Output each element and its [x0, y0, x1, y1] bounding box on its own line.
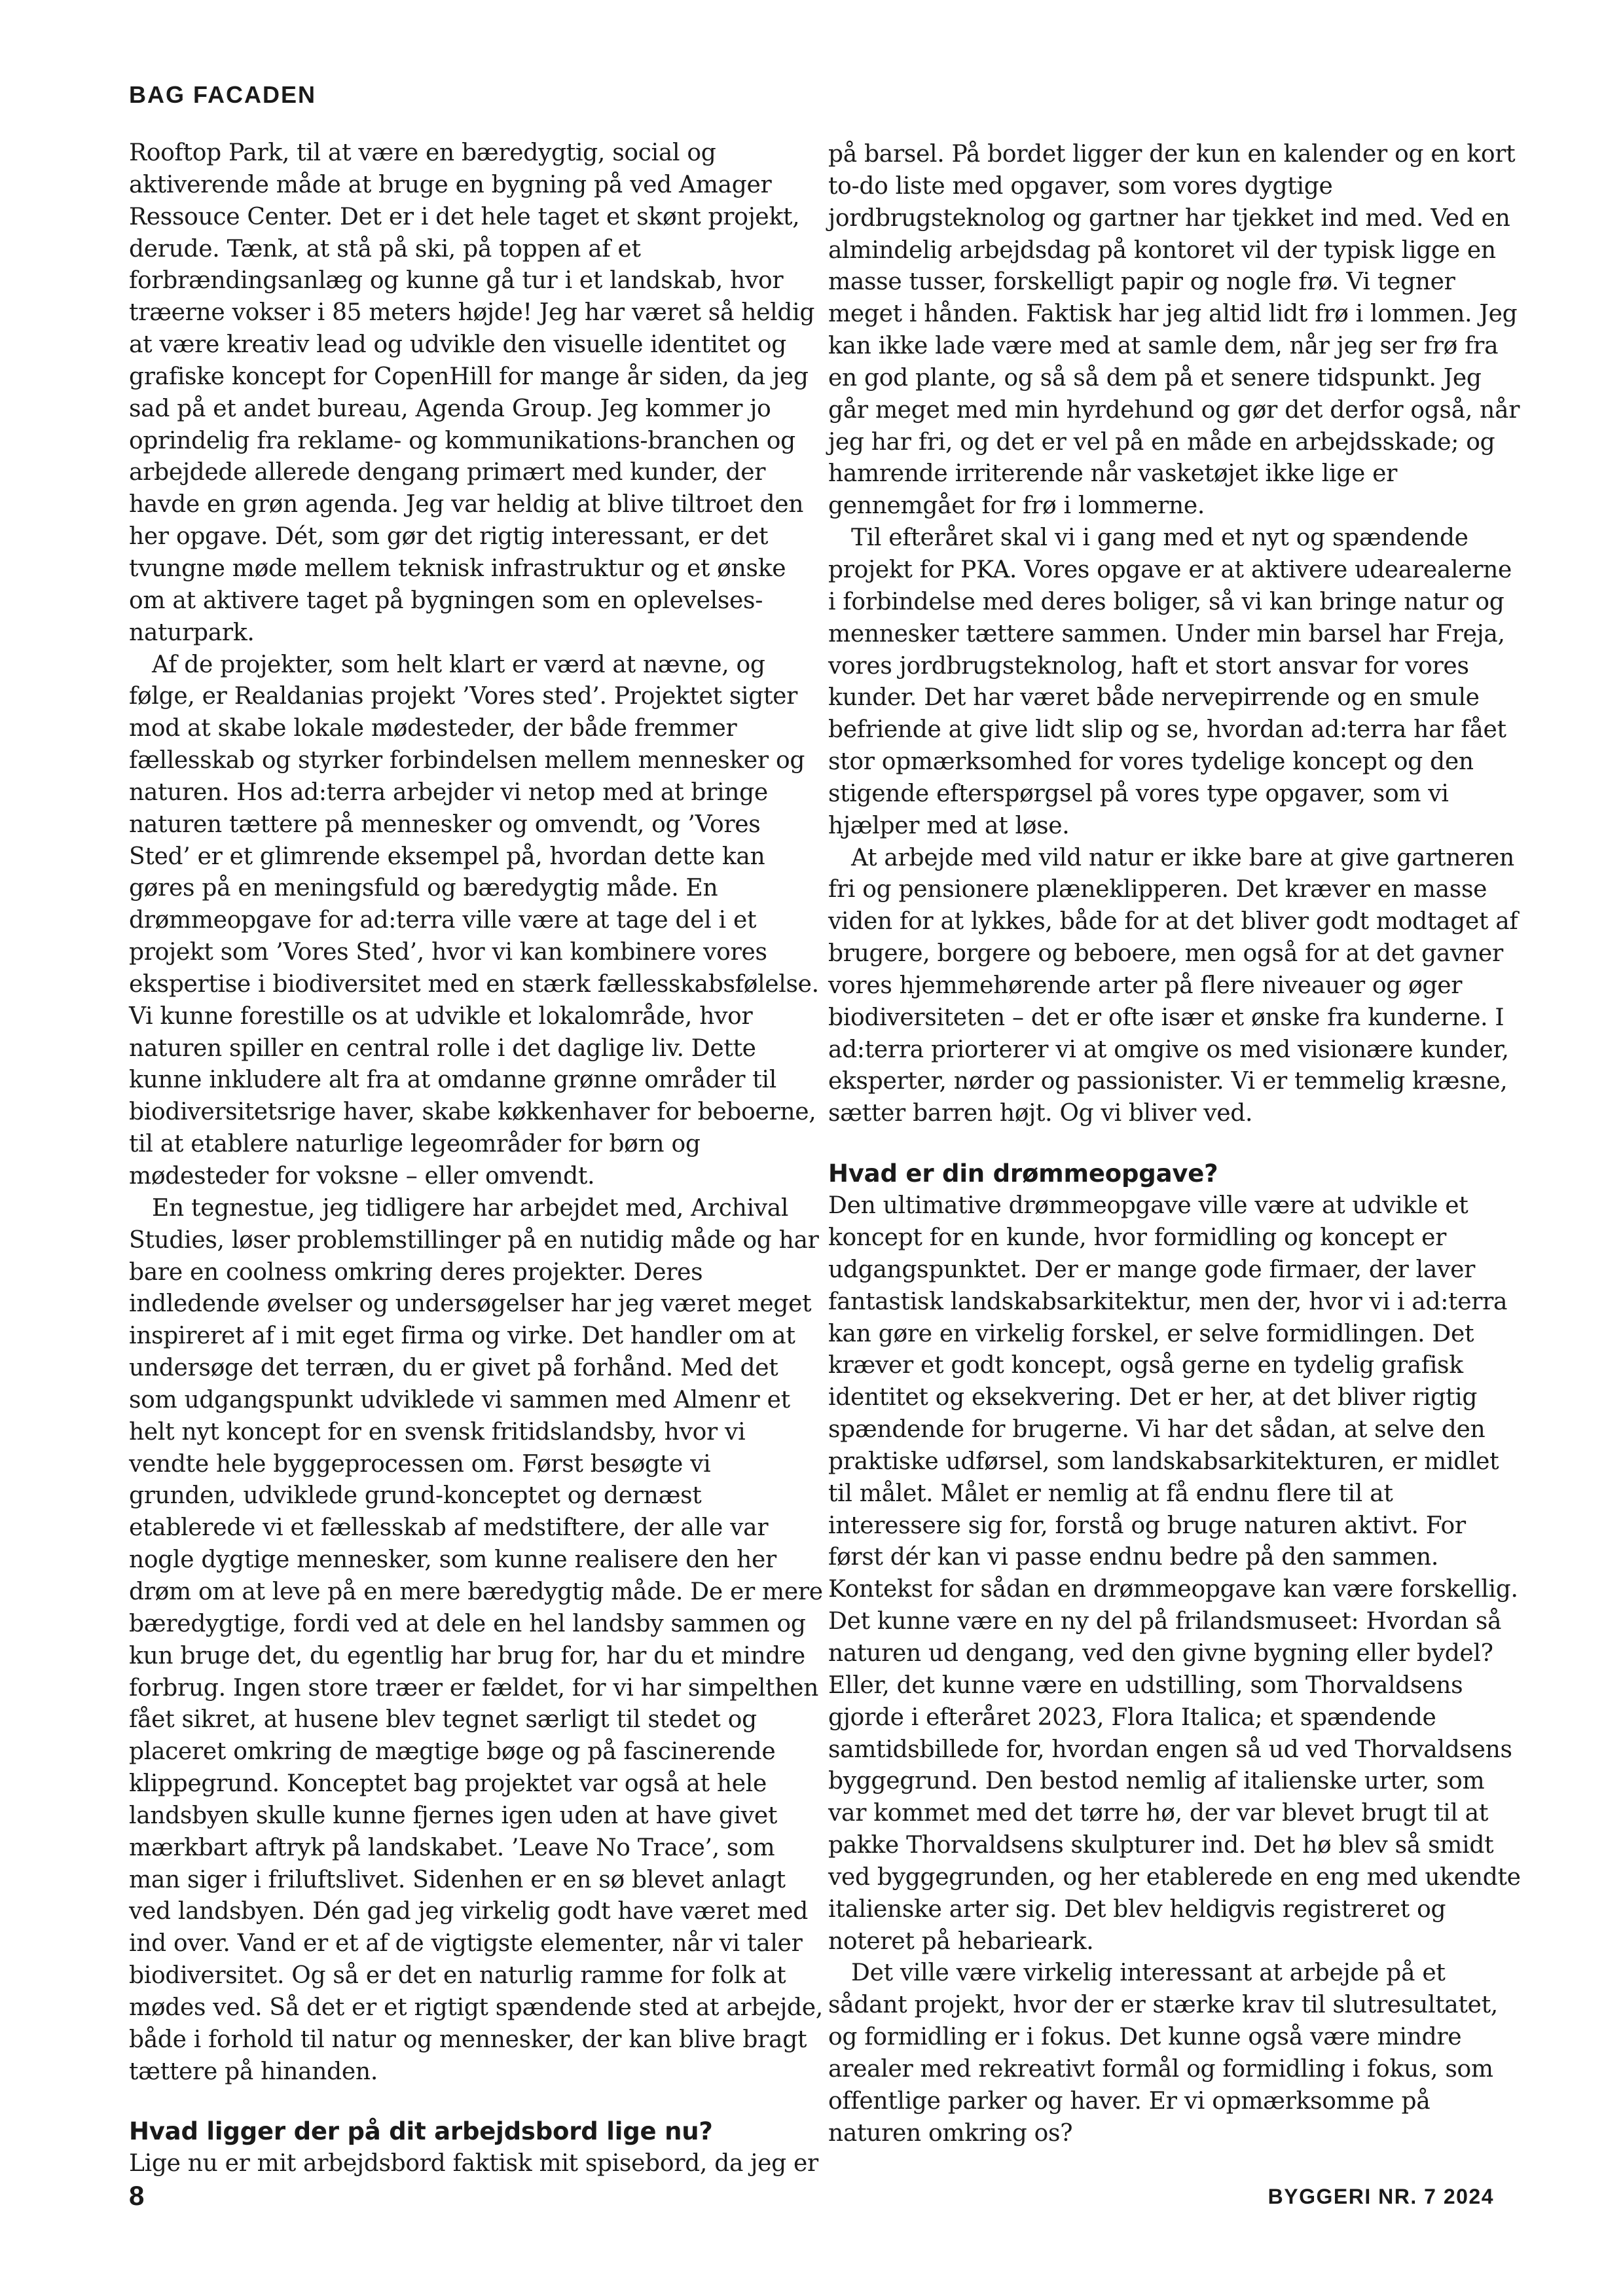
- paragraph: En tegnestue, jeg tidligere har arbejdet med, Archival Studies, løser problemstillinger på en nutidig måde og har bare en coolness omkring deres projekter. Deres indledende øvelser og undersøgelser har jeg været meget inspireret af i mit eget firma og virke. Det handler om at undersøge det terræn, du er givet på forhånd. Med det som udgangspunkt udviklede vi sammen med Almenr et helt nyt koncept for en svensk fritidslandsby, hvor vi vendte hele byggeprocessen om. Først besøgte vi grunden, udviklede grund-konceptet og dernæst etablerede vi et fællesskab af medstiftere, der alle var nogle dygtige mennesker, som kunne realisere den her drøm om at leve på en mere bæredygtig måde. De er mere bæredygtige, fordi ved at dele en hel landsby sammen og kun bruge det, du egentlig har brug for, har du et mindre forbrug. Ingen store træer er fældet, for vi har simpelthen fået sikret, at husene blev tegnet særligt til stedet og placeret omkring de mægtige bøge og på fascinerende klippegrund. Konceptet bag projektet var også at hele landsbyen skulle kunne fjernes igen uden at have givet mærkbart aftryk på landskabet. ’Leave No Trace’, som man siger i friluftslivet. Sidenhen er en sø blevet anlagt ved landsbyen. Dén gad jeg virkelig godt have været med ind over. Vand er et af de vigtigste elementer, når vi taler biodiversitet. Og så er det en naturlig ramme for folk at mødes ved. Så det er et rigtigt spændende sted at arbejde, både i forhold til natur og mennesker, der kan blive bragt tættere på hinanden.: [129, 1194, 823, 2085]
- paragraph: på barsel. På bordet ligger der kun en kalender og en kort to-do liste med opgaver, som vores dygtige jordbrugsteknolog og gartner har tjekket ind med. Ved en almindelig arbejdsdag på kontoret vil der typisk ligge en masse tusser, forskelligt papir og nogle frø. Vi tegner meget i hånden. Faktisk har jeg altid lidt frø i lommen. Jeg kan ikke lade være med at samle dem, når jeg ser frø fra en god plante, og så så dem på et senere tidspunkt. Jeg går meget med min hyrdehund og gør det derfor også, når jeg har fri, og det er vel på en måde en arbejdsskade; og hamrende irriterende når vasketøjet ikke lige er gennemgået for frø i lommerne.: [828, 141, 1520, 520]
- page-number: 8: [129, 2180, 145, 2211]
- paragraph: Af de projekter, som helt klart er værd at nævne, og følge, er Realdanias projekt ’Vores sted’. Projektet sigter mod at skabe lokale mødesteder, der både fremmer fællesskab og styrker forbindelsen mellem mennesker og naturen. Hos ad:terra arbejder vi netop med at bringe naturen tættere på mennesker og omvendt, og ’Vores Sted’ er et glimrende eksempel på, hvordan dette kan gøres på en meningsfuld og bæredygtig måde. En drømmeopgave for ad:terra ville være at tage del i et projekt som ’Vores Sted’, hvor vi kan kombinere vores ekspertise i biodiversitet med en stærk fællesskabsfølelse. Vi kunne forestille os at udvikle et lokalområde, hvor naturen spiller en central rolle i det daglige liv. Dette kunne inkludere alt fra at omdanne grønne områder til biodiversitetsrige haver, skabe køkkenhaver for beboerne, til at etablere naturlige legeområder for børn og mødesteder for voksne – eller omvendt.: [129, 651, 819, 1190]
- question-heading: Hvad er din drømmeopgave?: [828, 1159, 1218, 1188]
- paragraph: Til efteråret skal vi i gang med et nyt og spændende projekt for PKA. Vores opgave er at aktivere udearealerne i forbindelse med deres boliger, så vi kan bringe natur og mennesker tættere sammen. Under min barsel har Freja, vores jordbrugsteknolog, haft et stort ansvar for vores kunder. Det har været både nervepirrende og en smule befriende at give lidt slip og se, hvordan ad:terra har fået stor opmærksomhed for vores tydelige koncept og den stigende efterspørgsel på vores type opgaver, som vi hjælper med at løse.: [828, 524, 1512, 839]
- question-heading: Hvad ligger der på dit arbejdsbord lige nu?: [129, 2117, 713, 2146]
- paragraph: Rooftop Park, til at være en bæredygtig, social og aktiverende måde at bruge en bygning på ved Amager Ressouce Center. Det er i det hele taget et skønt projekt, derude. Tænk, at stå på ski, på toppen af et forbrændingsanlæg og kunne gå tur i et landskab, hvor træerne vokser i 85 meters højde! Jeg har været så heldig at være kreativ lead og udvikle den visuelle identitet og grafiske koncept for CopenHill for mange år siden, da jeg sad på et andet bureau, Agenda Group. Jeg kommer jo oprindelig fra reklame- og kommunikations-branchen og arbejdede allerede dengang primært med kunder, der havde en grøn agenda. Jeg var heldig at blive tiltroet den her opgave. Dét, som gør det rigtig interessant, er det tvungne møde mellem teknisk infrastruktur og et ønske om at aktivere taget på bygningen som en oplevelses-naturpark.: [129, 139, 815, 646]
- left-column: [129, 137, 823, 2180]
- paragraph: Det ville være virkelig interessant at arbejde på et sådant projekt, hvor der er stærke krav til slutresultatet, og formidling er i fokus. Det kunne også være mindre arealer med rekreativt formål og formidling i fokus, som offentlige parker og haver. Er vi opmærksomme på naturen omkring os?: [828, 1959, 1498, 2147]
- issue-label: BYGGERI NR. 7 2024: [1267, 2185, 1494, 2208]
- section-label: BAG FACADEN: [129, 81, 317, 108]
- right-column: [828, 139, 1522, 2149]
- paragraph: Lige nu er mit arbejdsbord faktisk mit spisebord, da jeg er: [129, 2150, 818, 2178]
- paragraph: Den ultimative drømmeopgave ville være at udvikle et koncept for en kunde, hvor formidling og koncept er udgangspunktet. Der er mange gode firmaer, der laver fantastisk landskabsarkitektur, men der, hvor vi i ad:terra kan gøre en virkelig forskel, er selve formidlingen. Det kræver et godt koncept, også gerne en tydelig grafisk identitet og eksekvering. Det er her, at det bliver rigtig spændende for brugerne. Vi har det sådan, at selve den praktiske udførsel, som landskabsarkitekturen, er midlet til målet. Målet er nemlig at få endnu flere til at interessere sig for, forstå og bruge naturen aktivt. For først dér kan vi passe endnu bedre på den sammen. Kontekst for sådan en drømmeopgave kan være forskellig. Det kunne være en ny del på frilandsmuseet: Hvordan så naturen ud dengang, ved den givne bygning eller bydel? Eller, det kunne være en udstilling, som Thorvaldsens gjorde i efteråret 2023, Flora Italica; et spændende samtidsbillede for, hvordan engen så ud ved Thorvaldsens byggegrund. Den bestod nemlig af italienske urter, som var kommet med det tørre hø, der var blevet brugt til at pakke Thorvaldsens skulpturer ind. Det hø blev så smidt ved byggegrunden, og her etablerede en eng med ukendte italienske arter sig. Det blev heldigvis registreret og noteret på hebarieark.: [828, 1192, 1521, 1955]
- paragraph: At arbejde med vild natur er ikke bare at give gartneren fri og pensionere plæneklipperen. Det kræver en masse viden for at lykkes, både for at det bliver godt modtaget af brugere, borgere og beboere, men også for at det gavner vores hjemmehørende arter på flere niveauer og øger biodiversiteten – det er ofte især et ønske fra kunderne. I ad:terra priorterer vi at omgive os med visionære kunder, eksperter, nørder og passionister. Vi er temmelig kræsne, sætter barren højt. Og vi bliver ved.: [828, 844, 1518, 1127]
